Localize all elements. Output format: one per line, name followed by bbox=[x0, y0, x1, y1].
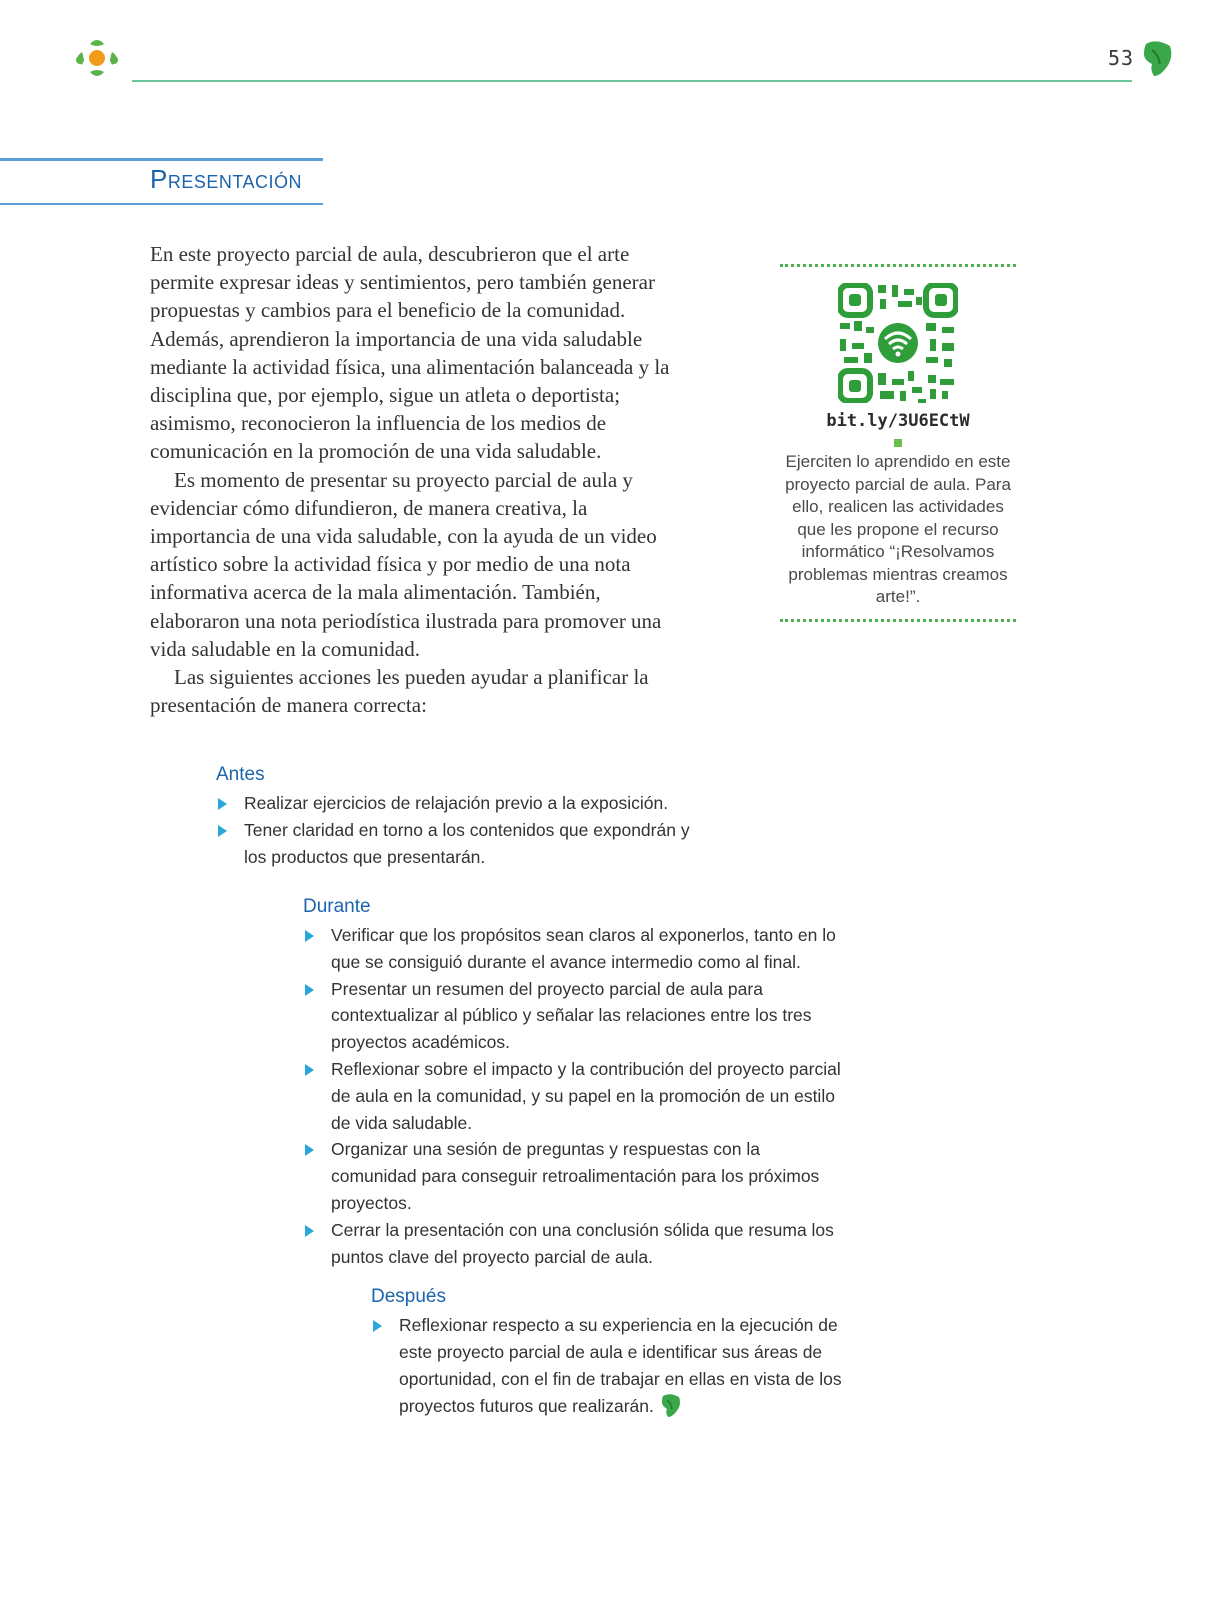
dotted-divider bbox=[780, 264, 1016, 267]
list-item-text: Realizar ejercicios de relajación previo a la exposición. bbox=[244, 793, 669, 813]
green-leaf-icon bbox=[1142, 38, 1174, 78]
arrow-bullet-icon bbox=[305, 1144, 314, 1156]
list-item bbox=[303, 1136, 843, 1216]
despues-heading: Después bbox=[371, 1286, 446, 1307]
list-item-text: Tener claridad en torno a los contenidos que expondrán y los productos que presentarán. bbox=[244, 819, 690, 867]
sidebar-text: Ejerciten lo aprendido en este proyecto parcial de aula. Para ello, realicen las actividades que les propone el recurso informático “¡Resolvamos problemas mientras creamos arte!”. bbox=[785, 452, 1011, 606]
durante-list bbox=[303, 922, 843, 1270]
dotted-divider bbox=[780, 619, 1016, 622]
list-item bbox=[303, 1217, 843, 1271]
arrow-bullet-icon bbox=[305, 984, 314, 996]
qr-link[interactable]: bit.ly/3U6ECtW bbox=[826, 411, 970, 431]
list-item-text: Reflexionar respecto a su experiencia en la ejecución de este proyecto parcial de aula e identificar sus áreas de oportunidad, con el fin de trabajar en ellas en vista de los proyectos futuros que realizarán. bbox=[399, 1315, 842, 1417]
list-item-text: Presentar un resumen del proyecto parcial de aula para contextualizar al público y señalar las relaciones entre los tres proyectos académicos. bbox=[331, 978, 812, 1053]
section-title: Presentación bbox=[150, 164, 303, 194]
list-item bbox=[371, 1312, 861, 1420]
intro-text bbox=[150, 240, 690, 719]
list-item bbox=[216, 790, 696, 817]
intro-paragraph: En este proyecto parcial de aula, descubrieron que el arte permite expresar ideas y sentimientos, pero también generar propuestas y cambios para el beneficio de la comunidad. Además, aprendieron la importancia de una vida saludable mediante la actividad física, una alimentación balanceada y la disciplina que, por ejemplo, sigue un atleta o deportista; asimismo, reconocieron la influencia de los medios de comunicación en la promoción de una vida saludable. bbox=[150, 242, 670, 464]
antes-heading: Antes bbox=[216, 764, 265, 785]
list-item-text: Organizar una sesión de preguntas y respuestas con la comunidad para conseguir retroalimentación para los próximos proyectos. bbox=[331, 1139, 820, 1213]
list-item bbox=[303, 1056, 843, 1136]
list-item bbox=[303, 976, 843, 1056]
antes-list bbox=[216, 790, 696, 870]
arrow-bullet-icon bbox=[373, 1320, 382, 1332]
flower-logo-icon bbox=[70, 30, 130, 86]
arrow-bullet-icon bbox=[305, 1225, 314, 1237]
list-item-text: Reflexionar sobre el impacto y la contribución del proyecto parcial de aula en la comunidad, y su papel en la promoción de un estilo de vida saludable. bbox=[331, 1058, 841, 1133]
list-item-text: Verificar que los propósitos sean claros al exponerlos, tanto en lo que se consiguió durante el avance intermedio como al final. bbox=[331, 925, 836, 972]
arrow-bullet-icon bbox=[305, 1064, 314, 1076]
page-number: 53 bbox=[1108, 46, 1135, 70]
list-item-text: Cerrar la presentación con una conclusión sólida que resuma los puntos clave del proyecto parcial de aula. bbox=[331, 1219, 834, 1267]
green-square-bullet bbox=[894, 439, 902, 447]
title-top-rule bbox=[0, 158, 323, 161]
despues-list bbox=[371, 1312, 861, 1420]
arrow-bullet-icon bbox=[218, 825, 227, 837]
qr-sidebar bbox=[780, 264, 1016, 622]
intro-paragraph: Las siguientes acciones les pueden ayudar a planificar la presentación de manera correcta: bbox=[150, 665, 649, 718]
arrow-bullet-icon bbox=[305, 930, 314, 942]
list-item bbox=[216, 817, 696, 871]
title-bottom-rule bbox=[0, 203, 323, 205]
list-item bbox=[303, 922, 843, 976]
qr-code-icon[interactable] bbox=[838, 283, 958, 403]
header-rule bbox=[132, 80, 1132, 82]
green-leaf-icon bbox=[660, 1392, 682, 1418]
durante-heading: Durante bbox=[303, 896, 371, 917]
intro-paragraph: Es momento de presentar su proyecto parcial de aula y evidenciar cómo difundieron, de manera creativa, la importancia de una vida saludable, con la ayuda de un video artístico sobre la actividad física y por medio de una nota informativa acerca de la mala alimentación. También, elaboraron una nota periodística ilustrada para promover una vida saludable en la comunidad. bbox=[150, 467, 662, 661]
arrow-bullet-icon bbox=[218, 798, 227, 810]
